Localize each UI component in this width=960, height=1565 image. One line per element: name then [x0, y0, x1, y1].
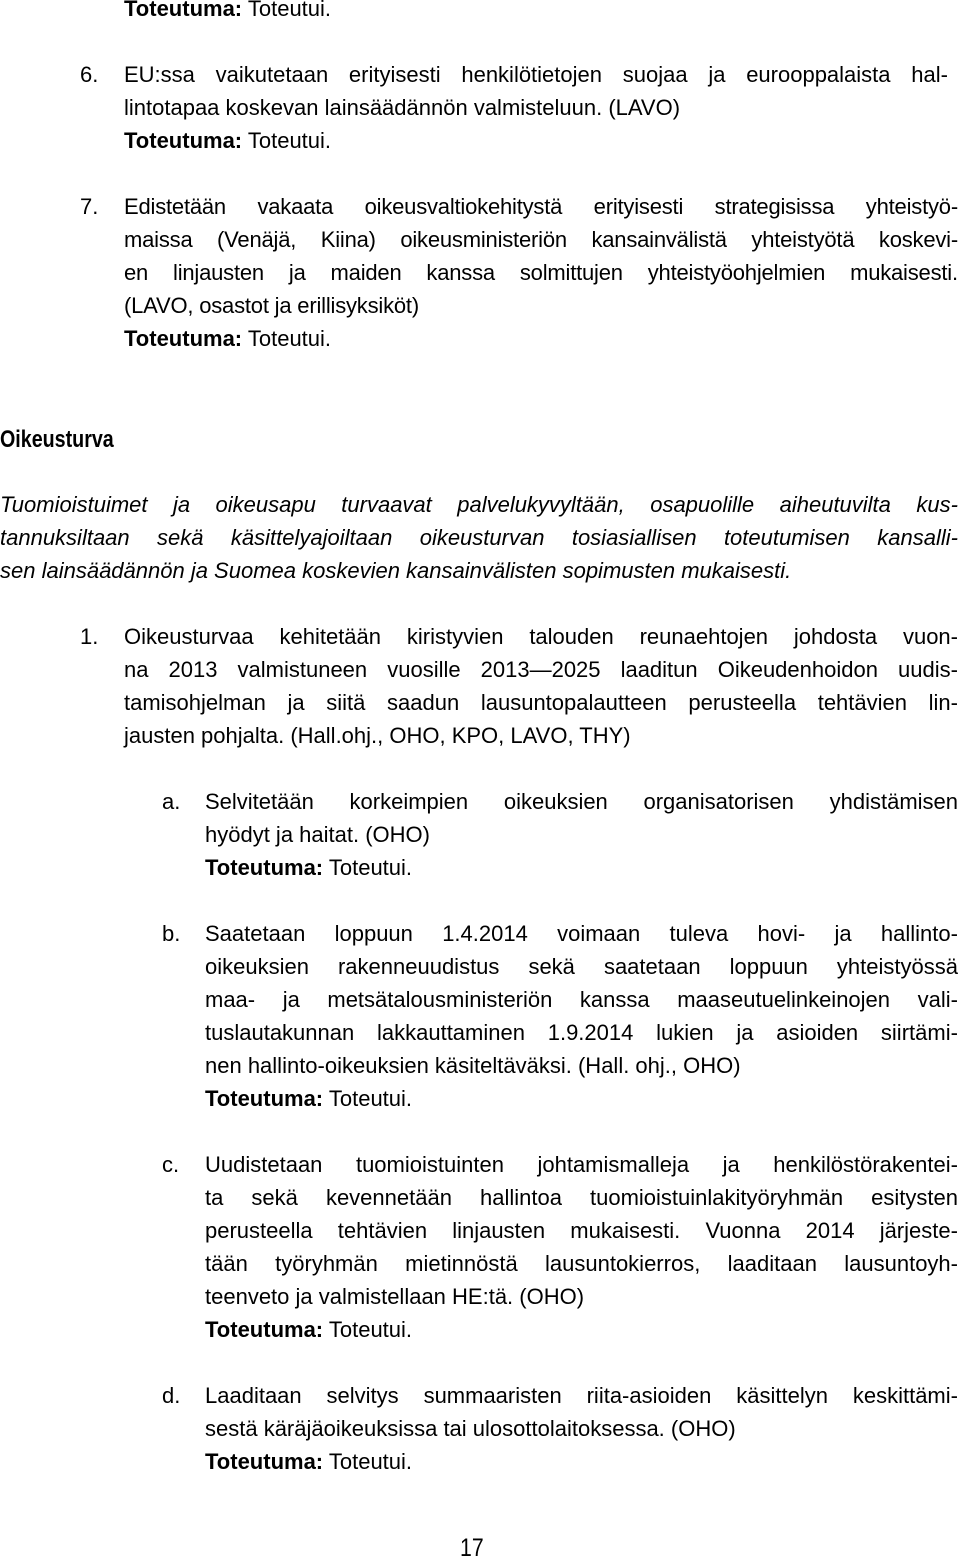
- word: 1.9.2014: [547, 1020, 634, 1045]
- word: organisatorisen: [643, 789, 794, 814]
- word: yhteistyöohjelmien: [647, 260, 826, 285]
- word: keskittämi-: [852, 1383, 958, 1408]
- word: kanssa: [579, 987, 650, 1012]
- item6-line2: lintotapaa koskevan lainsäädännön valmisteluun. (LAVO): [124, 95, 681, 120]
- word: riita-asioiden: [586, 1383, 712, 1408]
- word: tehtävien: [817, 690, 907, 715]
- word: vuon-: [902, 624, 958, 649]
- word: selvitys: [326, 1383, 399, 1408]
- word: työryhmän: [275, 1251, 378, 1276]
- word: hal-: [911, 62, 948, 87]
- word: reunaehtojen: [639, 624, 769, 649]
- word: EU:ssa: [124, 62, 195, 87]
- status-label: Toteutuma:: [124, 326, 243, 351]
- word: oikeusvaltiokehitystä: [364, 194, 563, 219]
- word: laaditun: [620, 657, 698, 682]
- word: vakaata: [257, 194, 334, 219]
- word: ja: [722, 1152, 740, 1177]
- word: maiden: [330, 260, 402, 285]
- point1-line1: [124, 620, 958, 653]
- word: na: [124, 657, 149, 682]
- word: lausuntokierros,: [545, 1251, 701, 1276]
- section-intro-line2: [0, 521, 958, 554]
- word: 2013: [168, 657, 218, 682]
- status-line: [205, 1313, 412, 1346]
- list-marker-d: d.: [162, 1383, 181, 1408]
- sub-c-line4: [205, 1247, 958, 1280]
- word: käsittelyn: [736, 1383, 828, 1408]
- word: sekä: [251, 1185, 298, 1210]
- sub-d-line2: sestä käräjäoikeuksissa tai ulosottolaitoksessa. (OHO): [205, 1416, 736, 1441]
- sub-c-line5: teenveto ja valmistellaan HE:tä. (OHO): [205, 1284, 585, 1309]
- word: perusteella: [205, 1218, 313, 1243]
- word: lin-: [928, 690, 958, 715]
- word: toteutumisen: [723, 525, 850, 550]
- item6-line1: [124, 58, 948, 91]
- word: tannuksiltaan: [0, 525, 130, 550]
- status-label: Toteutuma:: [205, 855, 324, 880]
- word: vali-: [917, 987, 958, 1012]
- word: valmistuneen: [237, 657, 368, 682]
- item7-line3: [124, 256, 958, 289]
- word: oikeusturvan: [419, 525, 545, 550]
- word: yhteistyössä: [836, 954, 958, 979]
- word: henkilötietojen: [461, 62, 603, 87]
- word: summaaristen: [423, 1383, 562, 1408]
- word: aiheutuvilta: [779, 492, 891, 517]
- status-label: Toteutuma:: [205, 1449, 324, 1474]
- word: yhteistyötä: [751, 227, 855, 252]
- word: kus-: [916, 492, 958, 517]
- word: tään: [205, 1251, 248, 1276]
- word: ja: [172, 492, 191, 517]
- word: tuomioistuinlakityöryhmän: [589, 1185, 844, 1210]
- word: ja: [282, 987, 300, 1012]
- word: hovi-: [757, 921, 806, 946]
- word: rakenneuudistus: [337, 954, 500, 979]
- word: hallintoa: [479, 1185, 562, 1210]
- word: ja: [287, 690, 305, 715]
- section-title: Oikeusturva: [0, 426, 114, 453]
- word: lukien: [656, 1020, 714, 1045]
- sub-b-line1: [205, 917, 958, 950]
- word: korkeimpien: [349, 789, 469, 814]
- list-marker-6: 6.: [80, 62, 99, 87]
- word: siirtämi-: [880, 1020, 958, 1045]
- word: yhteistyö-: [865, 194, 958, 219]
- word: eurooppalaista: [746, 62, 891, 87]
- item7-line1: [124, 190, 958, 223]
- word: kansainvälistä: [591, 227, 727, 252]
- word: mietinnöstä: [405, 1251, 518, 1276]
- word: maa-: [205, 987, 256, 1012]
- word: lausuntopalautteen: [480, 690, 667, 715]
- word: linjausten: [173, 260, 264, 285]
- word: Edistetään: [124, 194, 226, 219]
- word: Oikeudenhoidon: [717, 657, 878, 682]
- status-value: Toteutui.: [247, 326, 332, 351]
- point1-line4: jausten pohjalta. (Hall.ohj., OHO, KPO, LAVO, THY): [124, 723, 631, 748]
- status-label: Toteutuma:: [124, 0, 243, 21]
- word: ja: [708, 62, 726, 87]
- word: johtamismalleja: [537, 1152, 690, 1177]
- sub-c-line1: [205, 1148, 958, 1181]
- sub-a-line1: [205, 785, 958, 818]
- word: kansalli-: [877, 525, 958, 550]
- status-line: [124, 0, 331, 25]
- sub-a-line2: hyödyt ja haitat. (OHO): [205, 822, 430, 847]
- word: ta: [205, 1185, 224, 1210]
- word: kehitetään: [279, 624, 382, 649]
- word: (Venäjä,: [217, 227, 297, 252]
- word: vuosille: [387, 657, 461, 682]
- status-value: Toteutui.: [247, 0, 332, 21]
- word: en: [124, 260, 149, 285]
- word: Oikeusturvaa: [124, 624, 254, 649]
- word: suojaa: [622, 62, 688, 87]
- word: loppuun: [334, 921, 413, 946]
- word: loppuun: [729, 954, 808, 979]
- status-line: [124, 124, 331, 157]
- list-marker-c: c.: [162, 1152, 180, 1177]
- status-line: [205, 1445, 412, 1478]
- list-marker-b: b.: [162, 921, 181, 946]
- word: Uudistetaan: [205, 1152, 323, 1177]
- word: 2014: [805, 1218, 855, 1243]
- word: strategisissa: [714, 194, 835, 219]
- word: käsittelyajoiltaan: [230, 525, 393, 550]
- word: maaseutuelinkeinojen: [677, 987, 891, 1012]
- word: tamisohjelman: [124, 690, 266, 715]
- word: metsätalousministeriön: [327, 987, 553, 1012]
- word: tuomioistuinten: [355, 1152, 504, 1177]
- word: saatetaan: [603, 954, 701, 979]
- sub-c-line2: [205, 1181, 958, 1214]
- word: kevennetään: [325, 1185, 452, 1210]
- sub-c-line3: [205, 1214, 958, 1247]
- word: mukaisesti.: [570, 1218, 681, 1243]
- word: henkilöstörakentei-: [773, 1152, 958, 1177]
- status-value: Toteutui.: [328, 1449, 413, 1474]
- word: tehtävien: [337, 1218, 428, 1243]
- word: osapuolille: [650, 492, 755, 517]
- word: Selvitetään: [205, 789, 314, 814]
- status-value: Toteutui.: [328, 1086, 413, 1111]
- word: Kiina): [320, 227, 376, 252]
- word: tosiasiallisen: [571, 525, 697, 550]
- word: uudis-: [898, 657, 958, 682]
- status-value: Toteutui.: [328, 1317, 413, 1342]
- status-value: Toteutui.: [247, 128, 332, 153]
- word: erityisesti: [348, 62, 441, 87]
- word: Laaditaan: [205, 1383, 302, 1408]
- word: linjausten: [452, 1218, 546, 1243]
- point1-line2: [124, 653, 958, 686]
- list-marker-1: 1.: [80, 624, 99, 649]
- item7-line4: (LAVO, osastot ja erillisyksiköt): [124, 293, 419, 318]
- word: perusteella: [688, 690, 797, 715]
- word: oikeusministeriön: [400, 227, 567, 252]
- word: ja: [288, 260, 306, 285]
- word: tuslautakunnan: [205, 1020, 355, 1045]
- status-line: [205, 851, 412, 884]
- list-marker-a: a.: [162, 789, 181, 814]
- section-intro-line1: [0, 488, 958, 521]
- word: 1.4.2014: [442, 921, 528, 946]
- word: Tuomioistuimet: [0, 492, 148, 517]
- item7-line2: [124, 223, 958, 256]
- word: koskevi-: [878, 227, 958, 252]
- word: laaditaan: [727, 1251, 817, 1276]
- status-line: [205, 1082, 412, 1115]
- word: siitä: [326, 690, 366, 715]
- word: turvaavat: [341, 492, 432, 517]
- status-line: [124, 322, 331, 355]
- section-intro-line3: sen lainsäädännön ja Suomea koskevien kansainvälisten sopimusten mukaisesti.: [0, 558, 792, 583]
- page-number: 17: [460, 1534, 484, 1562]
- word: Vuonna: [705, 1218, 781, 1243]
- word: lausuntoyh-: [844, 1251, 958, 1276]
- word: johdosta: [793, 624, 878, 649]
- sub-b-line3: [205, 983, 958, 1016]
- word: voimaan: [557, 921, 641, 946]
- word: asioiden: [776, 1020, 859, 1045]
- sub-b-line4: [205, 1016, 958, 1049]
- word: esitysten: [871, 1185, 958, 1210]
- word: kiristyvien: [406, 624, 504, 649]
- word: Saatetaan: [205, 921, 306, 946]
- point1-line3: [124, 686, 958, 719]
- word: solmittujen: [519, 260, 623, 285]
- word: vaikutetaan: [215, 62, 329, 87]
- word: järjeste-: [879, 1218, 958, 1243]
- status-label: Toteutuma:: [124, 128, 243, 153]
- word: saadun: [387, 690, 460, 715]
- word: oikeuksien: [205, 954, 309, 979]
- word: ja: [834, 921, 852, 946]
- status-label: Toteutuma:: [205, 1086, 324, 1111]
- word: maissa: [124, 227, 193, 252]
- status-value: Toteutui.: [328, 855, 413, 880]
- word: kanssa: [426, 260, 495, 285]
- word: erityisesti: [593, 194, 684, 219]
- word: palvelukyvyltään,: [457, 492, 625, 517]
- word: sekä: [528, 954, 575, 979]
- word: tuleva: [669, 921, 729, 946]
- word: oikeuksien: [503, 789, 608, 814]
- word: ja: [736, 1020, 754, 1045]
- list-marker-7: 7.: [80, 194, 99, 219]
- word: lakkauttaminen: [376, 1020, 525, 1045]
- word: mukaisesti.: [850, 260, 958, 285]
- word: sekä: [157, 525, 204, 550]
- status-label: Toteutuma:: [205, 1317, 324, 1342]
- word: talouden: [529, 624, 614, 649]
- word: 2013—2025: [480, 657, 601, 682]
- word: hallinto-: [880, 921, 958, 946]
- word: yhdistämisen: [829, 789, 958, 814]
- sub-d-line1: [205, 1379, 958, 1412]
- sub-b-line2: [205, 950, 958, 983]
- sub-b-line5: nen hallinto-oikeuksien käsiteltäväksi. (Hall. ohj., OHO): [205, 1053, 741, 1078]
- word: oikeusapu: [215, 492, 316, 517]
